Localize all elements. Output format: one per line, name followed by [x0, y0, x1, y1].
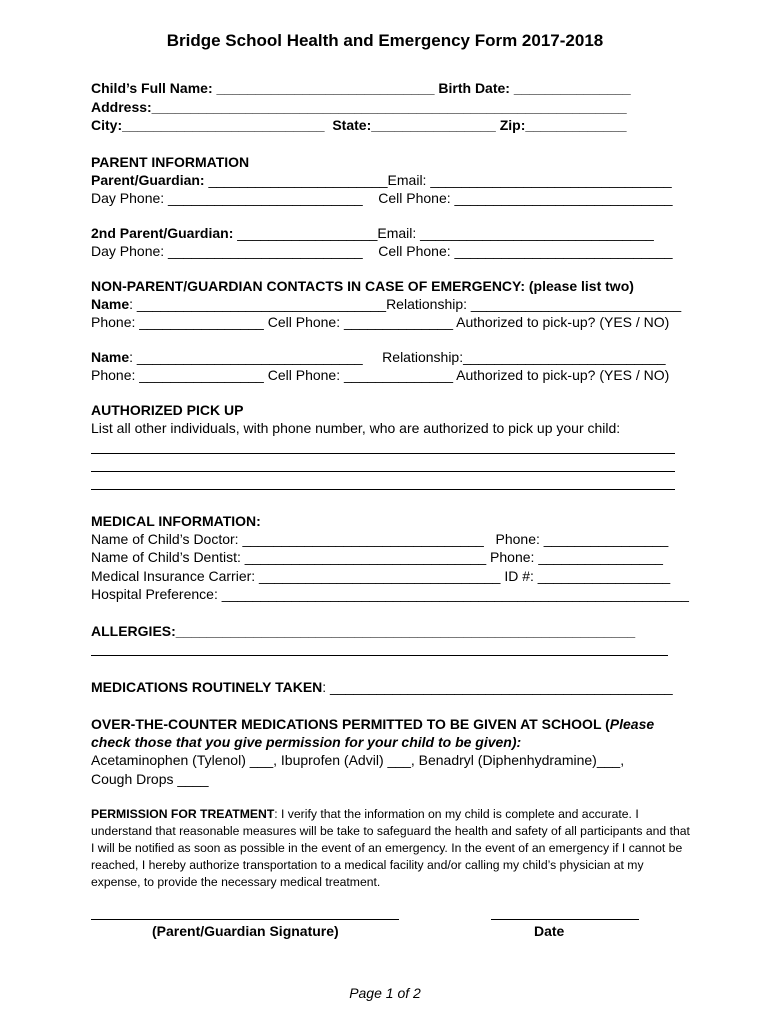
- pickup-entry-line-3[interactable]: [91, 489, 675, 490]
- otc-options-line1[interactable]: Acetaminophen (Tylenol) ___, Ibuprofen (Advil) ___, Benadryl (Diphenhydramine)___,: [91, 752, 625, 768]
- authorized-pickup-heading: AUTHORIZED PICK UP: [91, 402, 244, 418]
- parent2-label: 2nd Parent/Guardian:: [91, 225, 238, 241]
- state-zip-field[interactable]: State:________________ Zip:_____________: [332, 117, 627, 133]
- emergency-contact2-name-label: Name: [91, 349, 130, 365]
- city-field[interactable]: City:__________________________: [91, 117, 333, 133]
- medical-info-heading: MEDICAL INFORMATION:: [91, 513, 261, 529]
- signature-line[interactable]: [91, 919, 399, 920]
- address-line[interactable]: Address:_____________________________________________________________: [91, 99, 627, 115]
- emergency-contacts-heading: NON-PARENT/GUARDIAN CONTACTS IN CASE OF EMERGENCY: (please list two): [91, 278, 634, 294]
- parent-info-heading: PARENT INFORMATION: [91, 154, 250, 170]
- permission-for-treatment: [91, 806, 691, 891]
- authorized-pickup-instructions: List all other individuals, with phone number, who are authorized to pick up your child:: [91, 420, 621, 436]
- otc-heading-bold: OVER-THE-COUNTER MEDICATIONS PERMITTED TO BE GIVEN AT SCHOOL (: [91, 716, 610, 732]
- permission-text: : I verify that the information on my child is complete and accurate. I understand that reasonable measures will be take to safeguard the health and safety of all participants and that I will be notified as soon as possible in the event of an emergency. In the event of an emergency if I cannot be reached, I hereby authorize transportation to a medical facility and/or calling my child’s physician at my expense, to provide the necessary medical treatment.: [91, 807, 690, 889]
- emergency-contact1-name-line[interactable]: [91, 295, 681, 313]
- medications-field[interactable]: : ____________________________________________: [322, 679, 673, 695]
- allergies-line[interactable]: [91, 622, 635, 640]
- otc-heading-line2: check those that you give permission for your child to be given):: [91, 734, 522, 750]
- doctor-line[interactable]: Name of Child’s Doctor: _______________________________ Phone: ________________: [91, 531, 669, 547]
- parent1-email-field[interactable]: _______________________Email: _______________________________: [208, 172, 672, 188]
- parent2-line[interactable]: [91, 224, 654, 242]
- otc-options-line2[interactable]: Cough Drops ____: [91, 771, 209, 787]
- allergies-entry-line-2[interactable]: [91, 655, 668, 656]
- emergency-contact1-name-label: Name: [91, 296, 130, 312]
- date-label: Date: [534, 923, 565, 939]
- parent1-label: Parent/Guardian:: [91, 172, 209, 188]
- child-name-birthdate-line[interactable]: Child’s Full Name: ____________________________ Birth Date: _______________: [91, 80, 631, 96]
- medications-label: MEDICATIONS ROUTINELY TAKEN: [91, 679, 323, 695]
- pickup-entry-line-2[interactable]: [91, 471, 675, 472]
- parent1-phone-line[interactable]: Day Phone: _________________________ Cell Phone: ____________________________: [91, 190, 673, 206]
- emergency-contact1-phone-line[interactable]: Phone: ________________ Cell Phone: ______________ Authorized to pick-up? (YES / NO): [91, 314, 670, 330]
- pickup-entry-line-1[interactable]: [91, 453, 675, 454]
- parent1-line[interactable]: [91, 171, 672, 189]
- date-line[interactable]: [491, 919, 639, 920]
- page-number: Page 1 of 2: [349, 985, 421, 1001]
- form-title: Bridge School Health and Emergency Form 2017-2018: [166, 31, 604, 50]
- emergency-contact2-name-line[interactable]: [91, 348, 666, 366]
- emergency-contact2-phone-line[interactable]: Phone: ________________ Cell Phone: ______________ Authorized to pick-up? (YES / NO): [91, 367, 670, 383]
- medications-line[interactable]: [91, 678, 673, 696]
- emergency-contact2-fields[interactable]: : _____________________________ Relationship:__________________________: [129, 349, 666, 365]
- emergency-contact1-fields[interactable]: : ________________________________Relationship: ___________________________: [129, 296, 682, 312]
- parent2-email-field[interactable]: __________________Email: ______________________________: [237, 225, 654, 241]
- dentist-line[interactable]: Name of Child’s Dentist: _______________________________ Phone: ________________: [91, 549, 663, 565]
- signature-label: (Parent/Guardian Signature): [152, 923, 339, 939]
- allergies-label: ALLERGIES:: [91, 623, 176, 639]
- allergies-field[interactable]: ___________________________________________________________: [175, 623, 636, 639]
- hospital-line[interactable]: Hospital Preference: ____________________________________________________________: [91, 586, 689, 602]
- permission-label: PERMISSION FOR TREATMENT: [91, 807, 275, 821]
- otc-heading-italic: Please: [609, 716, 655, 732]
- insurance-line[interactable]: Medical Insurance Carrier: _______________________________ ID #: _________________: [91, 568, 671, 584]
- parent2-phone-line[interactable]: Day Phone: _________________________ Cell Phone: ____________________________: [91, 243, 673, 259]
- city-state-zip-line[interactable]: [91, 116, 627, 134]
- otc-heading-line1: [91, 715, 654, 733]
